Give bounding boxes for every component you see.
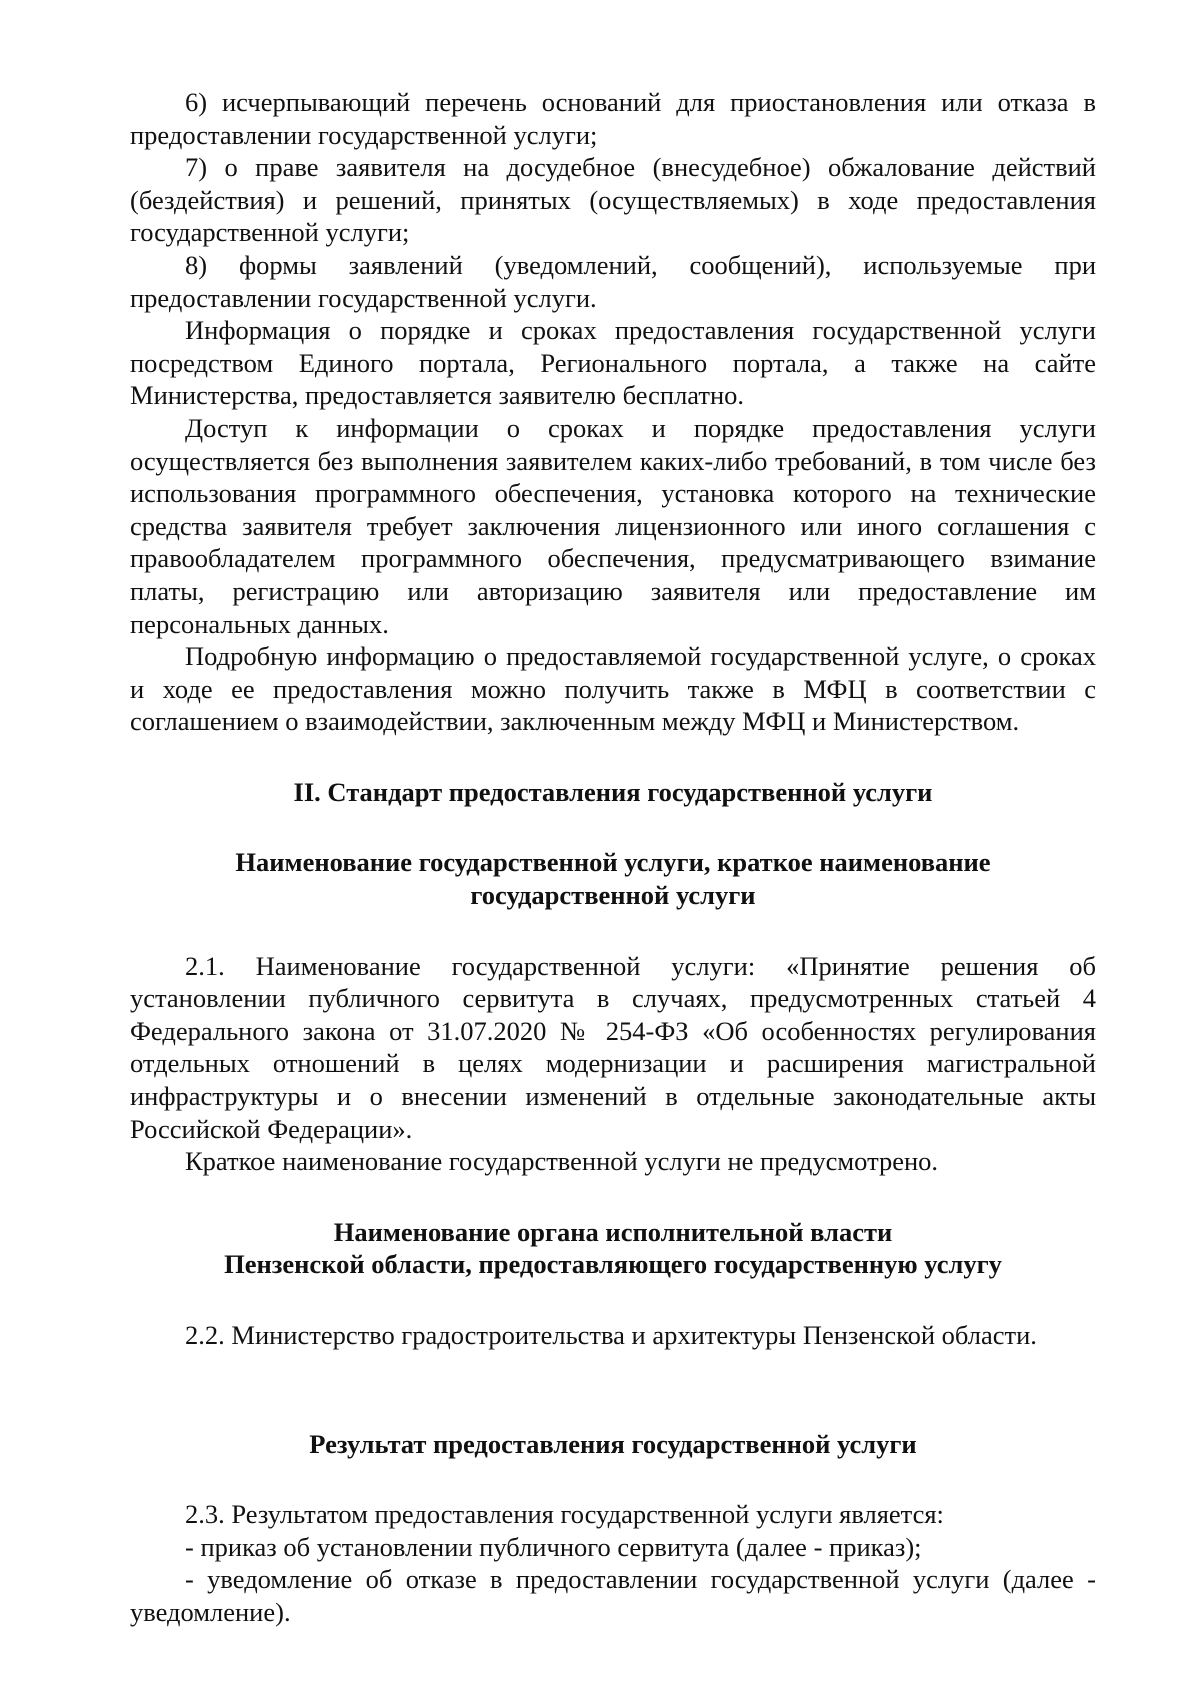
authority-paragraph: 2.2. Министерство градостроительства и архитектуры Пензенской области.: [185, 1320, 1037, 1350]
list-item-6: 6) исчерпывающий перечень оснований для приостановления или отказа в предоставлении государственной услуги;: [130, 87, 1096, 150]
access-paragraph: Доступ к информации о сроках и порядке предоставления услуги осуществляется без выполнения заявителем каких-либо требований, в том числе без использования программного обеспечения, установка которого на технические средства заявителя требует заключения лицензионного или иного соглашения с правообладателем программного обеспечения, предусматривающего взимание платы, регистрацию или авторизацию заявителя или предоставление им персональных данных.: [130, 412, 1096, 639]
result-heading: Результат предоставления государственной услуги: [309, 1428, 917, 1459]
service-name-heading-line2: государственной услуги: [470, 880, 756, 911]
mfc-paragraph: Подробную информацию о предоставляемой государственной услуге, о сроках и ходе ее предоставления можно получить также в МФЦ в соответствии с соглашением о взаимодействии, заключенным между МФЦ и Министерством.: [130, 641, 1096, 737]
result-intro-paragraph: 2.3. Результатом предоставления государственной услуги является:: [185, 1499, 944, 1530]
section-title: II. Стандарт предоставления государственной услуги: [293, 776, 933, 807]
authority-heading: [130, 1216, 1096, 1281]
authority-heading-line2: Пензенской области, предоставляющего государственную услугу: [224, 1249, 1002, 1280]
document-page: [130, 86, 1096, 1629]
result-item-notice: - уведомление об отказе в предоставлении государственной услуги (далее - уведомление).: [130, 1564, 1096, 1627]
list-item-7: 7) о праве заявителя на досудебное (внесудебное) обжалование действий (бездействия) и решений, принятых (осуществляемых) в ходе предоставления государственной услуги;: [130, 152, 1096, 248]
authority-heading-line1: Наименование органа исполнительной власти: [333, 1216, 893, 1247]
service-name-heading-line1: Наименование государственной услуги, краткое наименование: [235, 847, 991, 878]
list-item-8: 8) формы заявлений (уведомлений, сообщений), используемые при предоставлении государственной услуги.: [130, 249, 1096, 313]
service-name-paragraph: 2.1. Наименование государственной услуги: «Принятие решения об установлении публичного сервитута в случаях, предусмотренных статьей 4 Федерального закона от 31.07.2020 № 254-ФЗ «Об особенностях регулирования отдельных отношений в целях модернизации и расширения магистральной инфраструктуры и о внесении изменений в отдельные законодательные акты Российской Федерации».: [130, 950, 1096, 1144]
result-item-order: - приказ об установлении публичного сервитута (далее - приказ);: [185, 1531, 922, 1562]
service-name-heading: [130, 846, 1096, 911]
short-name-paragraph: Краткое наименование государственной услуги не предусмотрено.: [185, 1146, 939, 1177]
info-paragraph: Информация о порядке и сроках предоставления государственной услуги посредством Единого портала, Регионального портала, а также на сайте Министерства, предоставляется заявителю бесплатно.: [130, 315, 1096, 411]
